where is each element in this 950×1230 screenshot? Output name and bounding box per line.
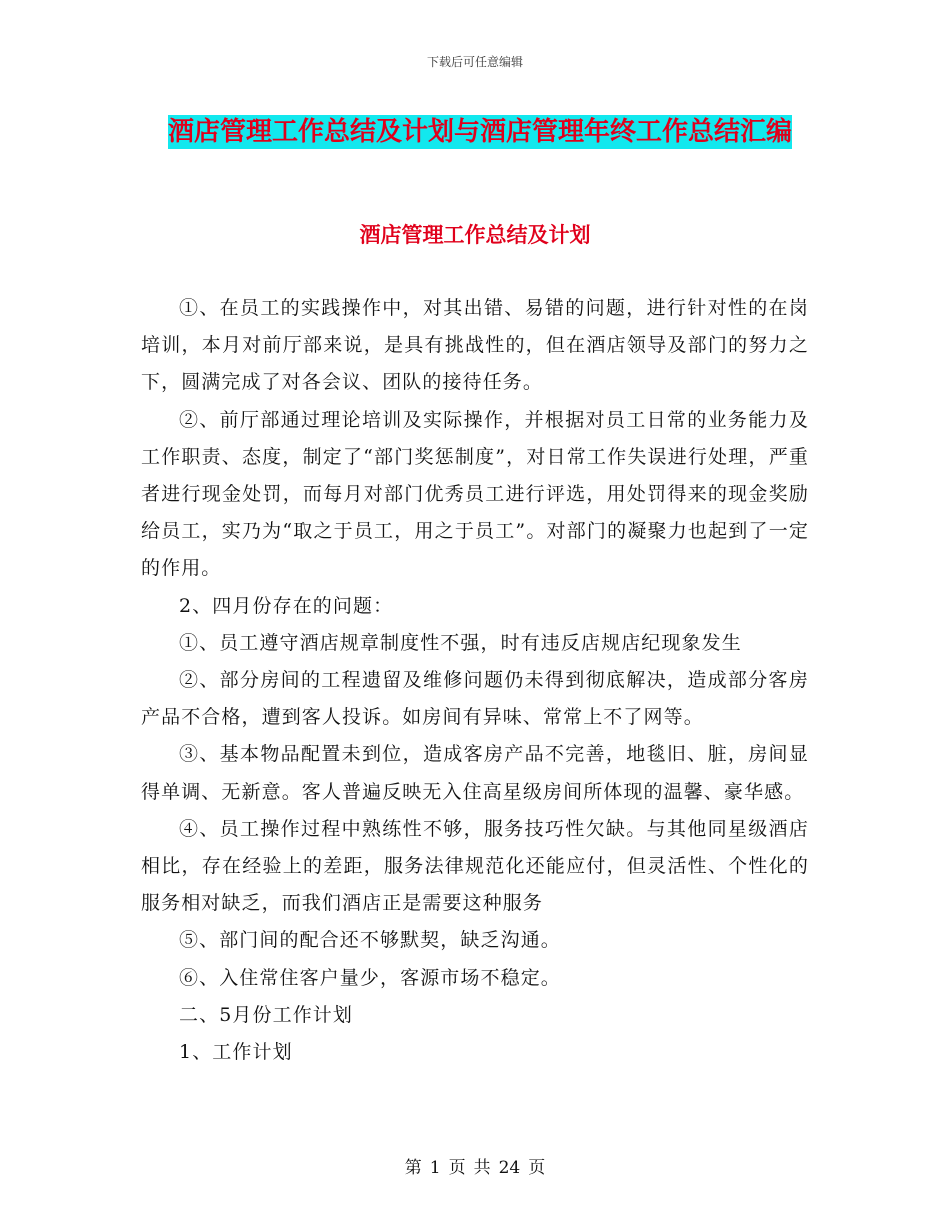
footer-label-page: 第: [404, 1158, 422, 1178]
footer-label-unit2: 页: [528, 1158, 546, 1178]
footer-label-total: 共: [473, 1158, 491, 1178]
footer-page-number: 1: [429, 1158, 441, 1178]
paragraph: ⑤、部门间的配合还不够默契，缺乏沟通。: [179, 929, 561, 952]
document-title-text: 酒店管理工作总结及计划与酒店管理年终工作总结汇编: [167, 117, 792, 147]
section-title: 酒店管理工作总结及计划: [359, 223, 591, 247]
paragraph: ①、在员工的实践操作中，对其出错、易错的问题，进行针对性的在岗培训，本月对前厅部来说，是具有挑战性的，但在酒店领导及部门的努力之下，圆满完成了对各会议、团队的接待任务。: [141, 297, 809, 394]
paragraph: ⑥、入住常住客户量少，客源市场不稳定。: [179, 966, 561, 989]
page-header: 下载后可任意编辑: [426, 55, 523, 69]
page-footer: [0, 1153, 950, 1178]
paragraph: ③、基本物品配置未到位，造成客房产品不完善，地毯旧、脏，房间显得单调、无新意。客人普遍反映无入住高星级房间所体现的温馨、豪华感。: [141, 743, 809, 803]
paragraph: ④、员工操作过程中熟练性不够，服务技巧性欠缺。与其他同星级酒店相比，存在经验上的差距，服务法律规范化还能应付，但灵活性、个性化的服务相对缺乏，而我们酒店正是需要这种服务: [141, 817, 809, 915]
paragraph: 二、5月份工作计划: [179, 1003, 353, 1026]
paragraph: ①、员工遵守酒店规章制度性不强，时有违反店规店纪现象发生: [179, 631, 742, 654]
footer-total-pages: 24: [498, 1158, 521, 1178]
footer-label-unit: 页: [448, 1158, 466, 1178]
paragraph: 1、工作计划: [179, 1041, 293, 1064]
paragraph: ②、前厅部通过理论培训及实际操作，并根据对员工日常的业务能力及工作职责、态度，制定了“部门奖惩制度”，对日常工作失误进行处理，严重者进行现金处罚，而每月对部门优秀员工进行评选，用处罚得来的现金奖励给员工，实乃为“取之于员工，用之于员工”。对部门的凝聚力也起到了一定的作用。: [141, 408, 809, 580]
paragraph: ②、部分房间的工程遗留及维修问题仍未得到彻底解决，造成部分客房产品不合格，遭到客人投诉。如房间有异味、常常上不了网等。: [141, 669, 809, 729]
document-title: [140, 108, 820, 156]
paragraph: 2、四月份存在的问题：: [179, 594, 394, 617]
document-body: [141, 290, 809, 1071]
